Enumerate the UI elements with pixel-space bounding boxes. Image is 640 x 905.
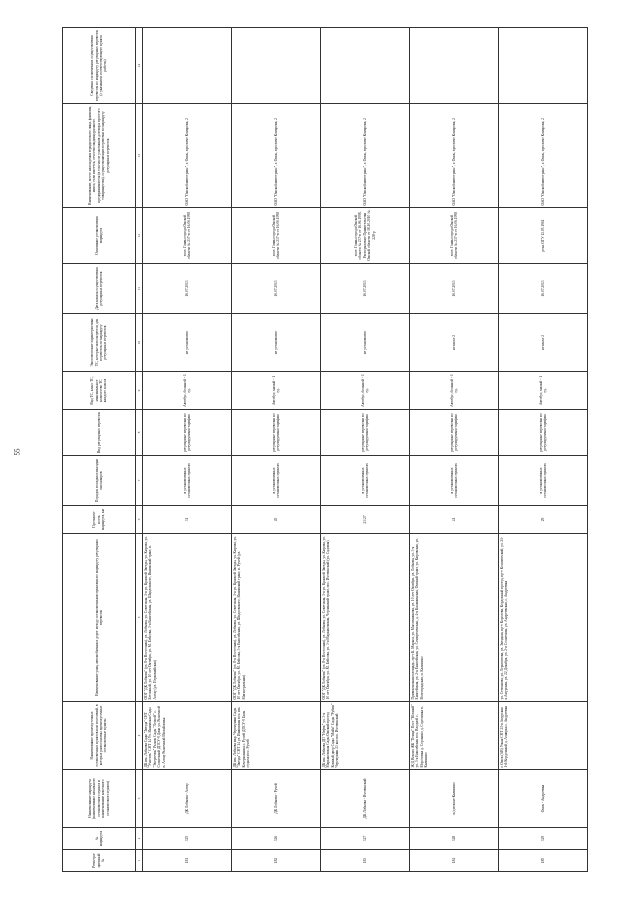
boarding-cell: в установленных остановочных пунктах <box>143 456 232 506</box>
carrier-cell: ОАО "Омскоблавтотранс", г. Омск, проспект Комарова, 2 <box>499 104 588 208</box>
reg-number-cell: 182 <box>232 850 321 872</box>
carrier-cell: ОАО "Омскоблавтотранс", г. Омск, проспект Комарова, 2 <box>410 104 499 208</box>
header-cell: Вид ТС, класс ТС, максимальное количество ТС каждого класса <box>63 372 136 410</box>
transport-kind-cell: регулярные перевозки по регулируемым тарифам <box>143 410 232 456</box>
route-name-cell: ДК Лобкова - Ручей <box>232 770 321 828</box>
vehicle-cell: Автобус, большой - 1 ед. <box>410 372 499 410</box>
column-number: 3 <box>136 770 143 828</box>
basis-cell: реш. ОГУ 11.05.1961 <box>499 208 588 264</box>
vehicle-cell: Автобус, малый - 1 ед. <box>499 372 588 410</box>
carrier-cell: ОАО "Омскоблавтотранс", г. Омск, проспект Комарова, 2 <box>143 104 232 208</box>
changes-cell <box>321 28 410 104</box>
column-number: 1 <box>136 850 143 872</box>
streets-cell: ООГ "ДК Лобкова" (ул. 8-я Восточная), ул. Лобкова, ул. Советская, 1-я ул. Красной Звезды, ул. Кирова, ул. 10 лет Октября, ул. М. Бейсова, ул. 3-я Марьяновская, Черлакский тракт, пос. Ичтеинский (ул. Садовая) <box>321 534 410 702</box>
reg-number-cell: 185 <box>499 850 588 872</box>
table-sheet <box>62 28 582 872</box>
basis-cell: пост. Главы города Омской области № 237-п от 16.06.1998 <box>232 208 321 264</box>
start-date-cell: 16.07.2013 <box>499 264 588 314</box>
boarding-cell: в установленных остановочных пунктах <box>410 456 499 506</box>
column-number: 10 <box>136 314 143 372</box>
eco-cell: не ниже 2 <box>410 314 499 372</box>
route-name-cell: ДК Лобкова - Ичтеинский <box>321 770 410 828</box>
column-number: 2 <box>136 828 143 850</box>
changes-cell <box>143 28 232 104</box>
length-cell: 29 <box>499 506 588 534</box>
changes-cell <box>232 28 321 104</box>
reg-number-cell: 183 <box>321 850 410 872</box>
stops-cell: ДК им. Лобкова Сады "Звезда" СНТ "Учитель" СНТ 14 Ул. Ишимская Сады "Энергетик" Рынок Сады "Лесной" с. Солнечный ДПСУ-9 Дачи ул. Рыночной п. Алтау Рыночный Михайловка <box>143 702 232 770</box>
streets-cell: Привокзальная площадь, пр-т К. Маркса, ул. Масленникова, ул. 10 лет Октября, ул. Лобкова, ул. 3-я Енисейская, ул. 2-я Енисейская, ул. Семиреченская, д. 4-я Калининская, Омский тракт, ул. Кировская, ул. Волгоградская, п. Калинино <box>410 534 499 702</box>
stops-cell: Ж/Д Вокзал ЖК "Птица" Пост "Южный" ул. 3-я Енисейская пос. Входной с. Морозовка д. Сорокино д. Сорочинка п. Калинино <box>410 702 499 770</box>
table-row <box>143 28 232 872</box>
header-cell: Вид регулярных перевозок <box>63 410 136 456</box>
transport-kind-cell: регулярные перевозки по регулируемым тарифам <box>410 410 499 456</box>
column-number: 11 <box>136 264 143 314</box>
header-cell: Наименование, место нахождения юридического лица, фамилия, имя и, если имеется, отчество индивидуального предпринимателя (в том числе участников договора простого товарищества), осуществляющих перевозки по маршруту регулярных перевозок <box>63 104 136 208</box>
boarding-cell: в установленных остановочных пунктах <box>321 456 410 506</box>
header-row <box>63 28 136 872</box>
reg-number-cell: 181 <box>143 850 232 872</box>
stops-cell: ДК им. Лобкова мкр. Черемушки Сады "Звезда" СНТ 14 ул. Ишимская пос. им. Кочерыжкина с. Ручей ДПСУ-9 Базы отдыха пос. Ручей <box>232 702 321 770</box>
start-date-cell: 16.07.2013 <box>232 264 321 314</box>
route-number-cell: 327 <box>321 828 410 850</box>
vehicle-cell: Автобус, большой - 1 ед. <box>143 372 232 410</box>
transport-kind-cell: регулярные перевозки по регулируемым тарифам <box>321 410 410 456</box>
boarding-cell: в установленных остановочных пунктах <box>499 456 588 506</box>
stops-cell: г. Омск (АВ) Узкая СНТ 21-я Амурская 1-й Кордонный д. Ачаирка с. Андреевка <box>499 702 588 770</box>
header-cell: № маршрута <box>63 828 136 850</box>
column-number: 5 <box>136 534 143 702</box>
basis-cell: пост. Главы города Омской области № 237-п от 16.06.1998 <box>410 208 499 264</box>
length-cell: 31 <box>143 506 232 534</box>
route-number-cell: 326 <box>232 828 321 850</box>
eco-cell: не установлено <box>143 314 232 372</box>
reg-number-cell: 184 <box>410 850 499 872</box>
eco-cell: не ниже 2 <box>499 314 588 372</box>
column-number: 7 <box>136 456 143 506</box>
table-row <box>499 28 588 872</box>
route-name-cell: ДК Лобкова - Алтау <box>143 770 232 828</box>
route-number-cell: 329 <box>499 828 588 850</box>
start-date-cell: 16.07.2013 <box>143 264 232 314</box>
header-cell: Экологические характеристики ТС, которые используются для перевозок по маршруту регулярных перевозок <box>63 314 136 372</box>
vehicle-cell: Автобус, большой - 1 ед. <box>321 372 410 410</box>
column-number: 12 <box>136 208 143 264</box>
streets-cell: ООГ "ДК Лобкова" (ул. 8-я Восточная), ул. Лобкова, ул. Советская, 1-я ул. Красной Звезды, ул. Кирова, ул. Бетонный, ул. 10 лет Октября, ул. М. Бейсова, 3-я Енисейская, ул. Шидловского, Ишимский тракт, п. Алтау (ул. Первомайская) <box>143 534 232 702</box>
vehicle-cell: Автобус, малый - 1 ед. <box>232 372 321 410</box>
table-row <box>410 28 499 872</box>
route-number-cell: 328 <box>410 828 499 850</box>
changes-cell <box>410 28 499 104</box>
length-cell: 23/27 <box>321 506 410 534</box>
column-number: 13 <box>136 104 143 208</box>
table-row <box>321 28 410 872</box>
column-number-row <box>136 28 143 872</box>
route-number-cell: 325 <box>143 828 232 850</box>
header-cell: Наименование улиц, автомобильных дорог между остановочными пунктами по маршруту регулярных перевозок <box>63 534 136 702</box>
streets-cell: ул. Степанова, ул. Лермонтова, ул. Звездная, пр-т Королева, Кордонный проезд, пр-т Космический, ул. 21-я Амурская, ул. 22 Декабря, ул. 2-я Солнечная, ул. Андреевская, с. Андреевка <box>499 534 588 702</box>
route-name-cell: ж/д вокзал-Калинино <box>410 770 499 828</box>
streets-cell: ООГ "ДК Лобкова" (ул. 8-я Восточная), ул. Лобкова, ул. Советская, 1-я ул. Красной Звезды, ул. Кирова, ул. 10 лет Октября, ул. М. Бейсова, 3-я Енисейская, ул. Шидловского, Ишимский тракт, п. Ручей (ул. Магистральная) <box>232 534 321 702</box>
route-name-cell: Омск - Андреевка <box>499 770 588 828</box>
start-date-cell: 16.07.2013 <box>321 264 410 314</box>
changes-cell <box>499 28 588 104</box>
eco-cell: не установлено <box>321 314 410 372</box>
header-cell: Протяжен-ность маршрута, км <box>63 506 136 534</box>
header-cell: Регистра-ционный № <box>63 850 136 872</box>
page-number: 55 <box>13 448 22 456</box>
basis-cell: пост. Главы города Омской области № 237-п от 16.06.1998, Распоряжение Правительства Омской области от 18.10.2010 № 228-р <box>321 208 410 264</box>
basis-cell: пост. Главы города Омской области № 237-п от 16.06.1998 <box>143 208 232 264</box>
carrier-cell: ОАО "Омскоблавтотранс", г. Омск, проспект Комарова, 2 <box>321 104 410 208</box>
transport-kind-cell: регулярные перевозки по регулируемым тарифам <box>232 410 321 456</box>
boarding-cell: в установленных остановочных пунктах <box>232 456 321 506</box>
column-number: 9 <box>136 372 143 410</box>
column-number: 6 <box>136 506 143 534</box>
header-cell: Основание установления маршрута <box>63 208 136 264</box>
header-cell: Дата начала осуществления регулярных перевозок <box>63 264 136 314</box>
header-cell: Наименование промежуточных остановочных пунктов или поселений, в которых расположены промежуточные остановочные пункты <box>63 702 136 770</box>
column-number: 4 <box>136 702 143 770</box>
stops-cell: ДК им. Лобкова ДП "Нефть" ул. 3-я Марьяновская Сады Омский проезд Конный двор Сады "Майя" Сады "Рубин" Черемушки 23 км пос. Ичтеинский <box>321 702 410 770</box>
start-date-cell: 16.07.2013 <box>410 264 499 314</box>
length-cell: 45 <box>232 506 321 534</box>
header-cell: Порядок посадки и высадки пассажиров <box>63 456 136 506</box>
table-row <box>232 28 321 872</box>
routes-register-table <box>62 27 588 872</box>
eco-cell: не установлено <box>232 314 321 372</box>
header-cell: Наименование маршрута (наименование начального остановочного пункта и наименование конечного остановочного пункта) <box>63 770 136 828</box>
column-number: 8 <box>136 410 143 456</box>
column-number: 14 <box>136 28 143 104</box>
transport-kind-cell: регулярные перевозки по регулируемым тарифам <box>499 410 588 456</box>
header-cell: Сведения о изменениях осуществления перевозок по маршруту регулярных перевозок (с указанием соответствующего пункта работы) <box>63 28 136 104</box>
carrier-cell: ОАО "Омскоблавтотранс", г. Омск, проспект Комарова, 2 <box>232 104 321 208</box>
length-cell: 41 <box>410 506 499 534</box>
rotated-table-wrapper <box>62 28 582 872</box>
